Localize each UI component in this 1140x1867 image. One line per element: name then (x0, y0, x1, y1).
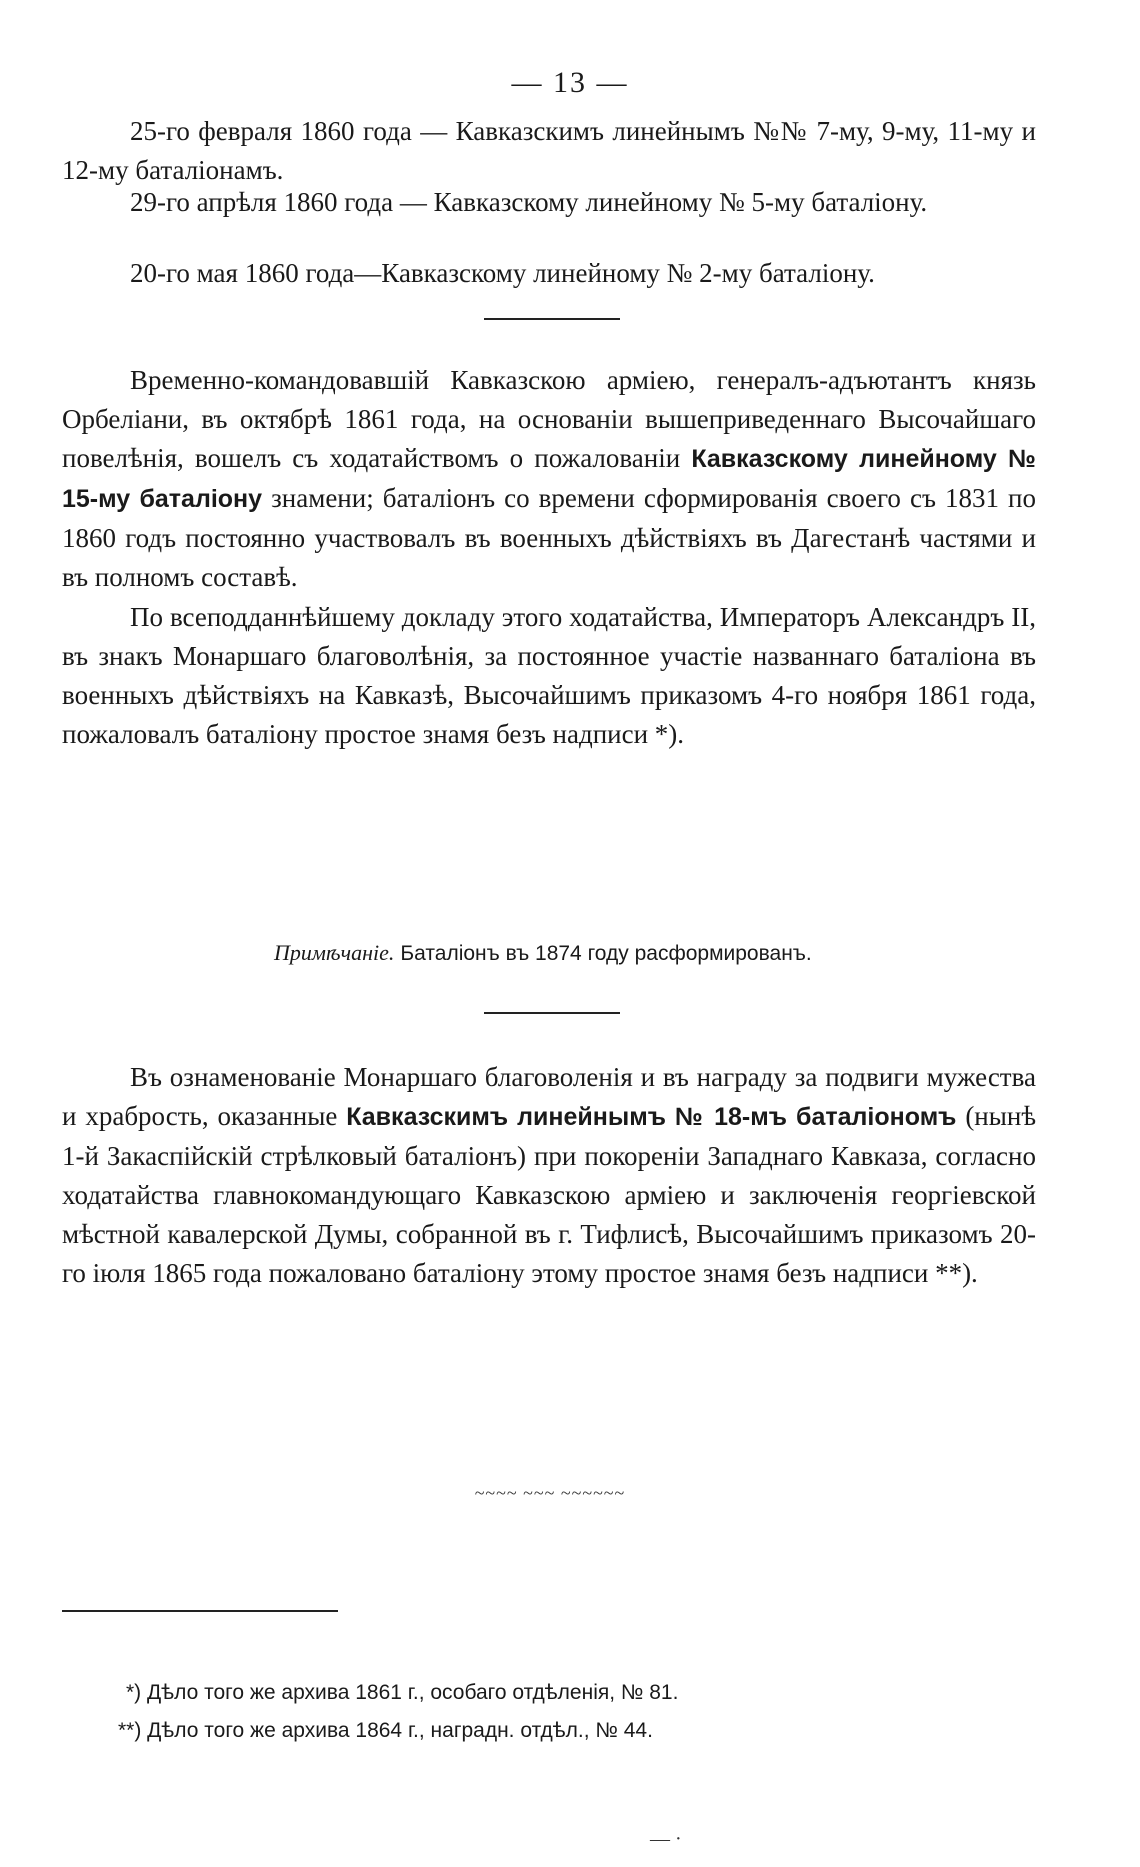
paragraph-flag-dates-3 (62, 254, 1036, 293)
section-divider (484, 1012, 620, 1014)
paragraph-text: 20-го мая 1860 года—Кавказскому линейному № 2-му баталіону. (130, 258, 875, 288)
paragraph-flag-dates-2 (62, 183, 1036, 222)
battalion-name-bold: Кавказскимъ линейнымъ № 18-мъ баталіономъ (346, 1103, 957, 1131)
paragraph-18th-battalion-award (62, 1058, 1036, 1293)
paragraph-text: (нынѣ 1-й Закаспійскій стрѣлковый баталіонъ) при покореніи Западнаго Кавказа, согласно ходатайства главнокомандующаго Кавказскою арміею и заключенія георгіевской мѣстной кавалерской Думы, собранной въ г. Тифлисѣ, Высочайшимъ приказомъ 20-го іюля 1865 года пожаловано баталіону этому простое знамя безъ надписи **). (62, 1101, 1037, 1288)
paragraph-text: 29-го апрѣля 1860 года — Кавказскому линейному № 5-му баталіону. (130, 187, 928, 217)
ornament-divider: ~~~~ ~~~ ~~~~~~ (474, 1483, 626, 1503)
paragraph-text: Временно-командовавшій Кавказскою арміею, генералъ-адъютантъ князь Орбеліани, въ октябрѣ 1861 года, на основаніи вышеприведеннаго Высочайшаго повелѣнія, вошелъ съ ходатайствомъ о пожалованіи (62, 365, 1036, 473)
paragraph-orbeliani-petition (62, 361, 1036, 597)
remark-note (274, 938, 1074, 969)
note-text: Баталіонъ въ 1874 году расформированъ. (400, 942, 812, 965)
paragraph-imperial-decree (62, 598, 1036, 754)
battalion-name-bold: Кавказскому линейному № 15-му баталіону (62, 445, 1037, 513)
bottom-mark: — · (650, 1828, 682, 1850)
footnote-1: *) Дѣло того же архива 1861 г., особаго отдѣленія, № 81. (126, 1681, 679, 1704)
paragraph-text: 25-го февраля 1860 года — Кавказскимъ линейнымъ №№ 7-му, 9-му, 11-му и 12-му баталіонамъ. (62, 116, 1036, 185)
page-number: — 13 — (511, 66, 629, 99)
paragraph-text: По всеподданнѣйшему докладу этого ходатайства, Императоръ Александръ II, въ знакъ Монаршаго благоволѣнія, за постоянное участіе названнаго баталіона въ военныхъ дѣйствіяхъ на Кавказѣ, Высочайшимъ приказомъ 4-го ноября 1861 года, пожаловалъ баталіону простое знамя безъ надписи *). (62, 602, 1036, 749)
note-label: Примѣчаніе. (274, 940, 395, 965)
footnote-rule (62, 1610, 338, 1612)
footnote-2: **) Дѣло того же архива 1864 г., наградн. отдѣл., № 44. (118, 1719, 653, 1742)
paragraph-flag-dates-1 (62, 112, 1036, 190)
paragraph-text: Въ ознаменованіе Монаршаго благоволенія и въ награду за подвиги мужества и храбрость, оказанные (62, 1062, 1036, 1131)
section-divider (484, 318, 620, 320)
paragraph-text: знамени; баталіонъ со времени сформированія своего съ 1831 по 1860 годъ постоянно участвовалъ въ военныхъ дѣйствіяхъ въ Дагестанѣ частями и въ полномъ составѣ. (62, 483, 1037, 592)
